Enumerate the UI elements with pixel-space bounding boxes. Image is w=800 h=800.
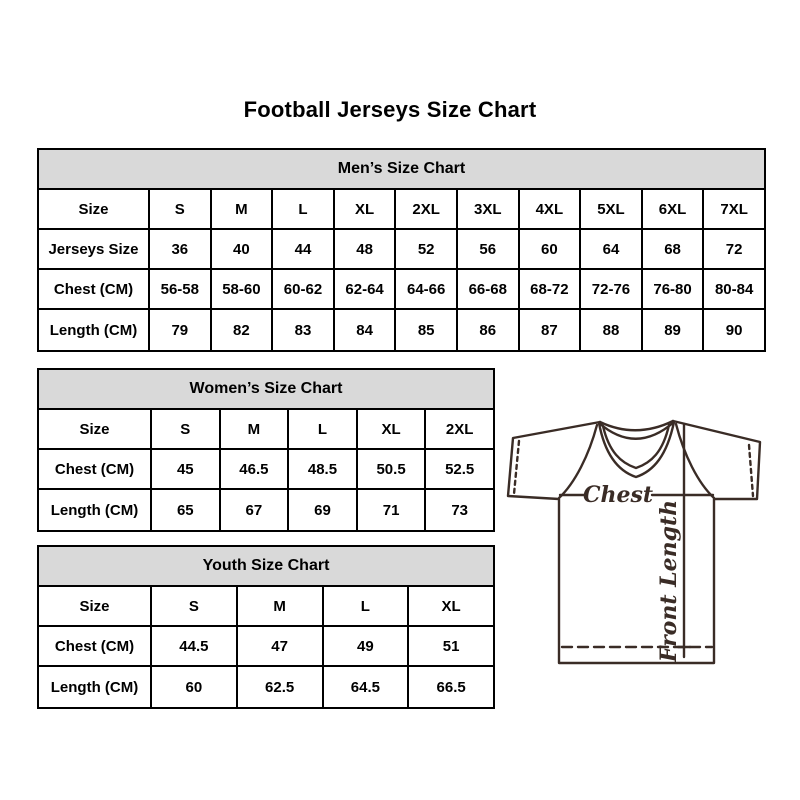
value-cell: 7XL — [704, 190, 764, 230]
value-cell: 56-58 — [150, 270, 212, 310]
value-cell: 36 — [150, 230, 212, 270]
value-cell: 84 — [335, 310, 397, 350]
chest-label: Chest — [582, 482, 654, 508]
table-row — [39, 667, 493, 707]
value-cell: 67 — [221, 490, 290, 530]
value-cell: 60 — [520, 230, 582, 270]
row-label-cell: Length (CM) — [39, 667, 152, 707]
page-title: Football Jerseys Size Chart — [243, 97, 537, 122]
value-cell: XL — [358, 410, 427, 450]
value-cell: 69 — [289, 490, 358, 530]
value-cell: 62-64 — [335, 270, 397, 310]
value-cell: L — [324, 587, 410, 627]
value-cell: 80-84 — [704, 270, 764, 310]
jersey-cuff-dash-right — [749, 445, 753, 496]
womens-table-body — [39, 410, 493, 530]
womens-size-table — [37, 368, 495, 532]
value-cell: 6XL — [643, 190, 705, 230]
row-label-cell: Size — [39, 190, 150, 230]
value-cell: 2XL — [396, 190, 458, 230]
value-cell: 88 — [581, 310, 643, 350]
value-cell: 73 — [451, 501, 469, 519]
value-cell: 83 — [273, 310, 335, 350]
value-cell: 52.5 — [426, 450, 493, 490]
value-cell: M — [238, 587, 324, 627]
jersey-outline-icon — [495, 395, 785, 690]
value-cell: 82 — [212, 310, 274, 350]
row-label-cell: Size — [39, 587, 152, 627]
value-cell: 60 — [152, 667, 238, 707]
value-cell: 68-72 — [520, 270, 582, 310]
row-label-cell: Jerseys Size — [39, 230, 150, 270]
value-cell: L — [289, 410, 358, 450]
table-row — [39, 410, 493, 450]
jersey-measurement-diagram — [495, 395, 785, 690]
value-cell: 89 — [643, 310, 705, 350]
value-cell: 87 — [520, 310, 582, 350]
table-row — [39, 270, 764, 310]
youth-size-table — [37, 545, 495, 709]
value-cell: 76-80 — [643, 270, 705, 310]
row-label-cell: Length (CM) — [39, 490, 152, 530]
value-cell: 52 — [396, 230, 458, 270]
value-cell: 72-76 — [581, 270, 643, 310]
youth-table-body — [39, 587, 493, 707]
value-cell: 58-60 — [212, 270, 274, 310]
table-row — [39, 627, 493, 667]
value-cell: 5XL — [581, 190, 643, 230]
value-cell: 66.5 — [436, 678, 466, 696]
value-cell: 47 — [238, 627, 324, 667]
value-cell: S — [152, 410, 221, 450]
mens-size-table — [37, 148, 766, 352]
value-cell: 3XL — [458, 190, 520, 230]
value-cell: S — [150, 190, 212, 230]
row-label-cell: Length (CM) — [39, 310, 150, 350]
value-cell: M — [221, 410, 290, 450]
value-cell: 60-62 — [273, 270, 335, 310]
value-cell: 64-66 — [396, 270, 458, 310]
value-cell: L — [273, 190, 335, 230]
value-cell: 79 — [150, 310, 212, 350]
womens-table-header: Women’s Size Chart — [39, 370, 493, 410]
value-cell: 65 — [152, 490, 221, 530]
value-cell: 66-68 — [458, 270, 520, 310]
mens-table-header: Men’s Size Chart — [39, 150, 764, 190]
value-cell: 4XL — [520, 190, 582, 230]
table-row — [39, 450, 493, 490]
row-label-cell: Chest (CM) — [39, 627, 152, 667]
table-row — [39, 587, 493, 627]
row-label-cell: Chest (CM) — [39, 450, 152, 490]
value-cell: XL — [335, 190, 397, 230]
value-cell: 49 — [324, 627, 410, 667]
value-cell: 45 — [152, 450, 221, 490]
value-cell: S — [152, 587, 238, 627]
value-cell: 90 — [725, 321, 743, 339]
value-cell: 48.5 — [289, 450, 358, 490]
value-cell: 51 — [409, 627, 493, 667]
value-cell: 85 — [396, 310, 458, 350]
value-cell: 44 — [273, 230, 335, 270]
value-cell: 44.5 — [152, 627, 238, 667]
youth-table-header: Youth Size Chart — [39, 547, 493, 587]
value-cell: XL — [409, 587, 493, 627]
value-cell: 2XL — [426, 410, 493, 450]
value-cell: M — [212, 190, 274, 230]
mens-table-body — [39, 190, 764, 350]
row-label-cell: Chest (CM) — [39, 270, 150, 310]
table-row — [39, 310, 764, 350]
value-cell: 68 — [643, 230, 705, 270]
value-cell: 56 — [458, 230, 520, 270]
value-cell: 40 — [212, 230, 274, 270]
jersey-collar-arc-1 — [600, 421, 673, 430]
value-cell: 64.5 — [324, 667, 410, 707]
value-cell: 48 — [335, 230, 397, 270]
value-cell: 72 — [704, 230, 764, 270]
front-length-label: Front Length — [656, 499, 682, 663]
value-cell: 46.5 — [221, 450, 290, 490]
table-row — [39, 490, 493, 530]
value-cell: 86 — [458, 310, 520, 350]
value-cell: 62.5 — [238, 667, 324, 707]
table-row — [39, 230, 764, 270]
jersey-body-outline — [508, 421, 760, 663]
value-cell: 50.5 — [358, 450, 427, 490]
jersey-seam-right — [676, 424, 714, 498]
table-row — [39, 190, 764, 230]
value-cell: 64 — [581, 230, 643, 270]
jersey-cuff-dash-left — [514, 441, 519, 494]
row-label-cell: Size — [39, 410, 152, 450]
value-cell: 71 — [358, 490, 427, 530]
